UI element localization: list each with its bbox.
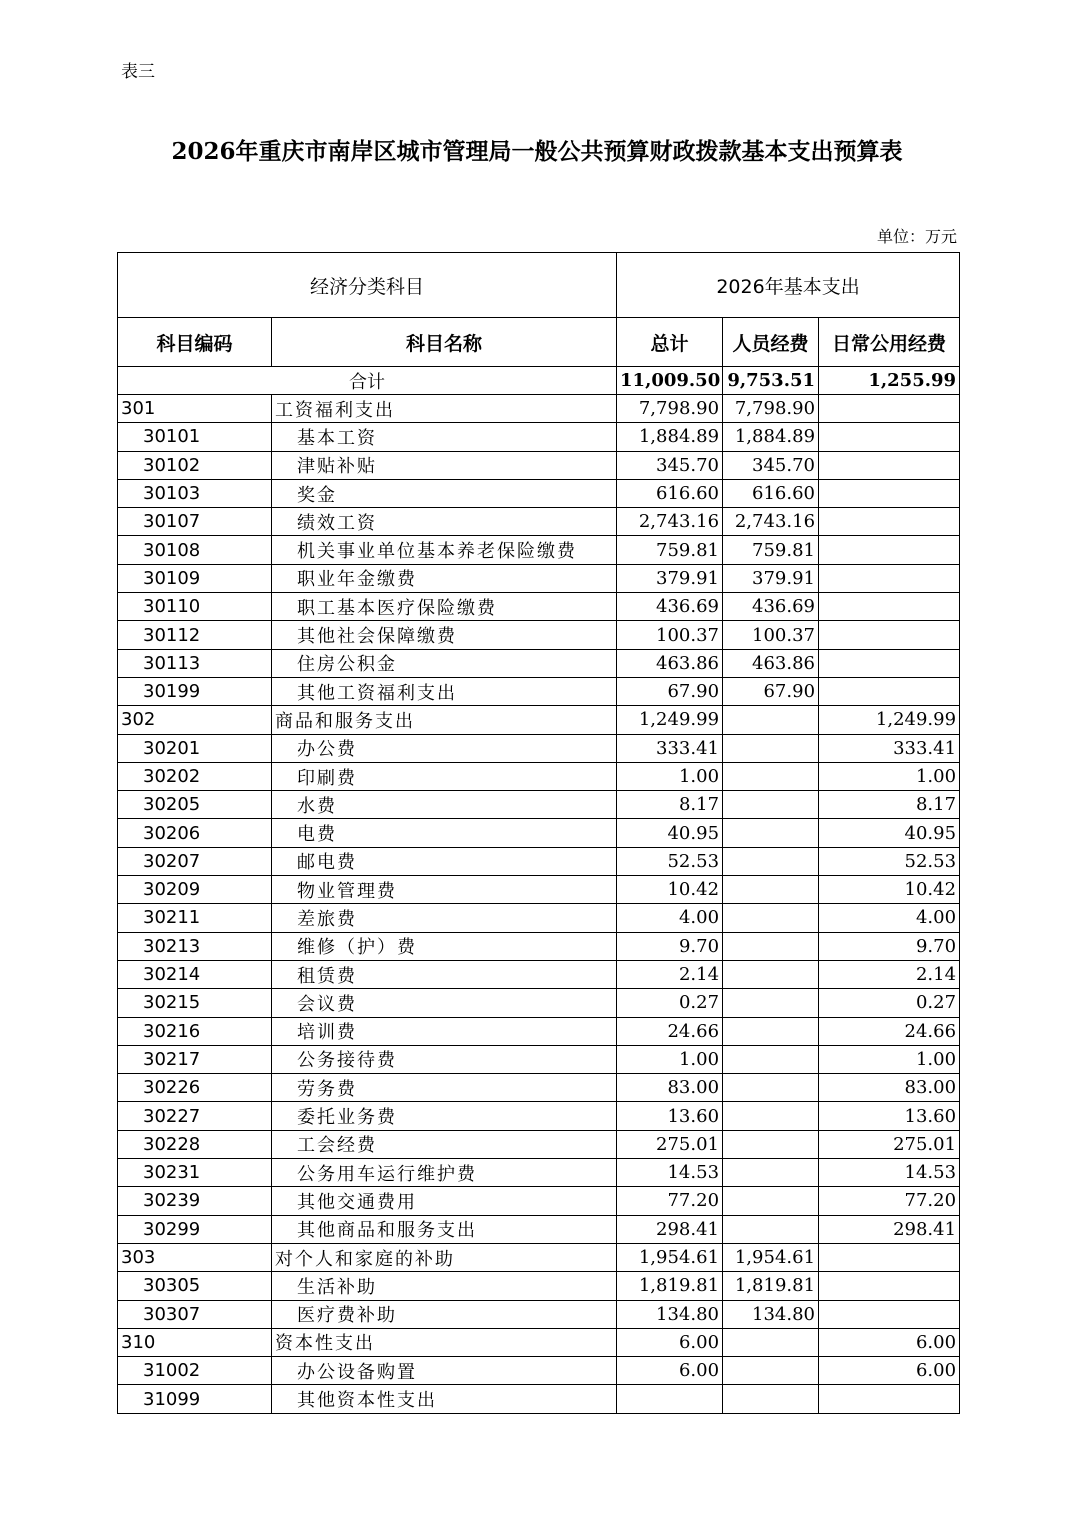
row-public [819, 649, 960, 677]
row-personnel [723, 1130, 819, 1158]
row-public [819, 564, 960, 592]
row-code: 30199 [118, 677, 272, 705]
row-name: 住房公积金 [272, 649, 617, 677]
group-header-row [118, 253, 960, 318]
row-public: 40.95 [819, 819, 960, 847]
row-personnel: 1,954.61 [723, 1243, 819, 1271]
row-public: 9.70 [819, 932, 960, 960]
table-row [118, 1130, 960, 1158]
row-total: 6.00 [617, 1357, 723, 1385]
table-row [118, 536, 960, 564]
table-row [118, 960, 960, 988]
row-code: 30201 [118, 734, 272, 762]
row-code: 31099 [118, 1385, 272, 1413]
row-personnel [723, 762, 819, 790]
col-header-name: 科目名称 [272, 318, 617, 367]
row-personnel: 1,884.89 [723, 423, 819, 451]
row-total: 134.80 [617, 1300, 723, 1328]
row-code: 30217 [118, 1045, 272, 1073]
row-total: 1,249.99 [617, 706, 723, 734]
row-public: 0.27 [819, 989, 960, 1017]
row-total: 298.41 [617, 1215, 723, 1243]
table-row [118, 791, 960, 819]
row-personnel: 100.37 [723, 621, 819, 649]
row-total: 67.90 [617, 677, 723, 705]
row-code: 30206 [118, 819, 272, 847]
row-name: 其他工资福利支出 [272, 677, 617, 705]
row-total: 1,884.89 [617, 423, 723, 451]
row-total: 8.17 [617, 791, 723, 819]
row-personnel [723, 734, 819, 762]
row-code: 30227 [118, 1102, 272, 1130]
row-total: 0.27 [617, 989, 723, 1017]
row-code: 30108 [118, 536, 272, 564]
row-public [819, 536, 960, 564]
column-header-row [118, 318, 960, 367]
row-personnel [723, 1187, 819, 1215]
table-row [118, 479, 960, 507]
row-public: 6.00 [819, 1357, 960, 1385]
row-name: 职业年金缴费 [272, 564, 617, 592]
row-personnel: 7,798.90 [723, 395, 819, 423]
row-total: 1.00 [617, 762, 723, 790]
table-row [118, 1357, 960, 1385]
row-name: 办公设备购置 [272, 1357, 617, 1385]
row-name: 其他商品和服务支出 [272, 1215, 617, 1243]
table-row [118, 876, 960, 904]
row-public: 83.00 [819, 1074, 960, 1102]
row-name: 其他社会保障缴费 [272, 621, 617, 649]
row-name: 公务接待费 [272, 1045, 617, 1073]
row-personnel [723, 1074, 819, 1102]
table-row [118, 762, 960, 790]
row-name: 其他交通费用 [272, 1187, 617, 1215]
row-name: 差旅费 [272, 904, 617, 932]
row-total: 7,798.90 [617, 395, 723, 423]
row-code: 30102 [118, 451, 272, 479]
row-total: 1.00 [617, 1045, 723, 1073]
table-row [118, 1159, 960, 1187]
row-name: 会议费 [272, 989, 617, 1017]
row-public: 77.20 [819, 1187, 960, 1215]
row-total [617, 1385, 723, 1413]
row-personnel [723, 1045, 819, 1073]
group-header-economic: 经济分类科目 [118, 253, 617, 318]
row-name: 基本工资 [272, 423, 617, 451]
row-code: 310 [118, 1328, 272, 1356]
row-personnel [723, 1385, 819, 1413]
row-code: 301 [118, 395, 272, 423]
row-public [819, 395, 960, 423]
row-name: 奖金 [272, 479, 617, 507]
row-code: 30109 [118, 564, 272, 592]
row-code: 30113 [118, 649, 272, 677]
row-public [819, 1300, 960, 1328]
table-row [118, 649, 960, 677]
row-name: 津贴补贴 [272, 451, 617, 479]
row-code: 30307 [118, 1300, 272, 1328]
row-code: 30214 [118, 960, 272, 988]
table-row [118, 564, 960, 592]
total-row [118, 367, 960, 395]
row-public: 4.00 [819, 904, 960, 932]
row-public: 52.53 [819, 847, 960, 875]
row-personnel [723, 1357, 819, 1385]
row-personnel: 759.81 [723, 536, 819, 564]
row-total: 4.00 [617, 904, 723, 932]
row-public [819, 1385, 960, 1413]
row-code: 30226 [118, 1074, 272, 1102]
row-public: 2.14 [819, 960, 960, 988]
table-row [118, 1243, 960, 1271]
row-name: 印刷费 [272, 762, 617, 790]
row-code: 30299 [118, 1215, 272, 1243]
row-total: 6.00 [617, 1328, 723, 1356]
total-total: 11,009.50 [617, 367, 723, 395]
page-title: 2026年重庆市南岸区城市管理局一般公共预算财政拨款基本支出预算表 [171, 138, 903, 165]
table-row [118, 1187, 960, 1215]
row-public [819, 451, 960, 479]
row-public: 13.60 [819, 1102, 960, 1130]
row-personnel: 616.60 [723, 479, 819, 507]
row-name: 培训费 [272, 1017, 617, 1045]
row-personnel [723, 819, 819, 847]
row-personnel [723, 1328, 819, 1356]
row-total: 333.41 [617, 734, 723, 762]
total-public: 1,255.99 [819, 367, 960, 395]
row-total: 40.95 [617, 819, 723, 847]
row-name: 生活补助 [272, 1272, 617, 1300]
row-personnel [723, 1102, 819, 1130]
row-public [819, 508, 960, 536]
row-code: 30305 [118, 1272, 272, 1300]
row-personnel [723, 1215, 819, 1243]
row-name: 委托业务费 [272, 1102, 617, 1130]
row-name: 其他资本性支出 [272, 1385, 617, 1413]
row-public [819, 1243, 960, 1271]
row-personnel [723, 847, 819, 875]
row-name: 公务用车运行维护费 [272, 1159, 617, 1187]
total-label: 合计 [118, 367, 617, 395]
table-row [118, 1045, 960, 1073]
row-code: 30211 [118, 904, 272, 932]
row-total: 13.60 [617, 1102, 723, 1130]
row-name: 水费 [272, 791, 617, 819]
col-header-public: 日常公用经费 [819, 318, 960, 367]
row-name: 物业管理费 [272, 876, 617, 904]
table-row [118, 989, 960, 1017]
row-total: 2.14 [617, 960, 723, 988]
row-total: 436.69 [617, 593, 723, 621]
row-code: 30228 [118, 1130, 272, 1158]
row-public: 1,249.99 [819, 706, 960, 734]
table-row [118, 706, 960, 734]
table-row [118, 819, 960, 847]
row-code: 30202 [118, 762, 272, 790]
row-personnel [723, 1159, 819, 1187]
row-personnel: 2,743.16 [723, 508, 819, 536]
col-header-personnel: 人员经费 [723, 318, 819, 367]
row-code: 30207 [118, 847, 272, 875]
row-personnel [723, 876, 819, 904]
row-code: 31002 [118, 1357, 272, 1385]
row-code: 30101 [118, 423, 272, 451]
row-name: 绩效工资 [272, 508, 617, 536]
table-row [118, 677, 960, 705]
row-name: 办公费 [272, 734, 617, 762]
row-public: 8.17 [819, 791, 960, 819]
row-total: 100.37 [617, 621, 723, 649]
row-total: 10.42 [617, 876, 723, 904]
table-row [118, 1017, 960, 1045]
row-public [819, 621, 960, 649]
row-code: 30110 [118, 593, 272, 621]
row-personnel [723, 904, 819, 932]
table-row [118, 508, 960, 536]
row-public: 298.41 [819, 1215, 960, 1243]
row-code: 30231 [118, 1159, 272, 1187]
row-name: 工会经费 [272, 1130, 617, 1158]
row-name: 租赁费 [272, 960, 617, 988]
row-name: 机关事业单位基本养老保险缴费 [272, 536, 617, 564]
row-total: 759.81 [617, 536, 723, 564]
row-public [819, 677, 960, 705]
row-name: 职工基本医疗保险缴费 [272, 593, 617, 621]
row-personnel: 134.80 [723, 1300, 819, 1328]
row-personnel [723, 706, 819, 734]
table-row [118, 1074, 960, 1102]
col-header-total: 总计 [617, 318, 723, 367]
row-code: 303 [118, 1243, 272, 1271]
table-row [118, 1385, 960, 1413]
row-personnel: 379.91 [723, 564, 819, 592]
row-code: 30205 [118, 791, 272, 819]
unit-note: 单位：万元 [876, 227, 957, 246]
row-public: 14.53 [819, 1159, 960, 1187]
row-code: 30213 [118, 932, 272, 960]
row-personnel [723, 1017, 819, 1045]
row-name: 资本性支出 [272, 1328, 617, 1356]
row-total: 616.60 [617, 479, 723, 507]
row-personnel [723, 989, 819, 1017]
row-code: 30216 [118, 1017, 272, 1045]
row-total: 83.00 [617, 1074, 723, 1102]
row-public [819, 479, 960, 507]
row-total: 77.20 [617, 1187, 723, 1215]
row-total: 345.70 [617, 451, 723, 479]
table-row [118, 932, 960, 960]
page-label: 表三 [121, 62, 155, 82]
table-row [118, 1215, 960, 1243]
budget-table [117, 252, 960, 1414]
row-code: 30112 [118, 621, 272, 649]
row-name: 电费 [272, 819, 617, 847]
table-row [118, 734, 960, 762]
row-total: 14.53 [617, 1159, 723, 1187]
row-total: 2,743.16 [617, 508, 723, 536]
row-total: 24.66 [617, 1017, 723, 1045]
row-public: 275.01 [819, 1130, 960, 1158]
row-name: 工资福利支出 [272, 395, 617, 423]
row-personnel [723, 791, 819, 819]
row-personnel: 67.90 [723, 677, 819, 705]
table-row [118, 451, 960, 479]
row-code: 30209 [118, 876, 272, 904]
table-row [118, 621, 960, 649]
total-personnel: 9,753.51 [723, 367, 819, 395]
table-row [118, 847, 960, 875]
row-personnel: 345.70 [723, 451, 819, 479]
table-row [118, 904, 960, 932]
row-public: 10.42 [819, 876, 960, 904]
row-code: 30239 [118, 1187, 272, 1215]
row-code: 30103 [118, 479, 272, 507]
row-public [819, 423, 960, 451]
row-name: 商品和服务支出 [272, 706, 617, 734]
row-code: 30215 [118, 989, 272, 1017]
row-total: 1,954.61 [617, 1243, 723, 1271]
row-public [819, 593, 960, 621]
row-code: 302 [118, 706, 272, 734]
row-public: 6.00 [819, 1328, 960, 1356]
row-total: 379.91 [617, 564, 723, 592]
group-header-basic-expense: 2026年基本支出 [617, 253, 960, 318]
table-row [118, 1328, 960, 1356]
row-personnel [723, 960, 819, 988]
row-name: 医疗费补助 [272, 1300, 617, 1328]
row-total: 275.01 [617, 1130, 723, 1158]
table-row [118, 1102, 960, 1130]
table-row [118, 395, 960, 423]
row-personnel: 436.69 [723, 593, 819, 621]
row-public: 1.00 [819, 762, 960, 790]
row-total: 463.86 [617, 649, 723, 677]
row-code: 30107 [118, 508, 272, 536]
col-header-code: 科目编码 [118, 318, 272, 367]
row-name: 邮电费 [272, 847, 617, 875]
table-row [118, 593, 960, 621]
row-personnel: 463.86 [723, 649, 819, 677]
row-name: 对个人和家庭的补助 [272, 1243, 617, 1271]
row-public [819, 1272, 960, 1300]
row-name: 劳务费 [272, 1074, 617, 1102]
row-total: 9.70 [617, 932, 723, 960]
row-personnel: 1,819.81 [723, 1272, 819, 1300]
row-total: 1,819.81 [617, 1272, 723, 1300]
table-row [118, 1300, 960, 1328]
row-public: 333.41 [819, 734, 960, 762]
table-row [118, 1272, 960, 1300]
row-personnel [723, 932, 819, 960]
row-name: 维修（护）费 [272, 932, 617, 960]
table-row [118, 423, 960, 451]
row-public: 1.00 [819, 1045, 960, 1073]
row-public: 24.66 [819, 1017, 960, 1045]
row-total: 52.53 [617, 847, 723, 875]
